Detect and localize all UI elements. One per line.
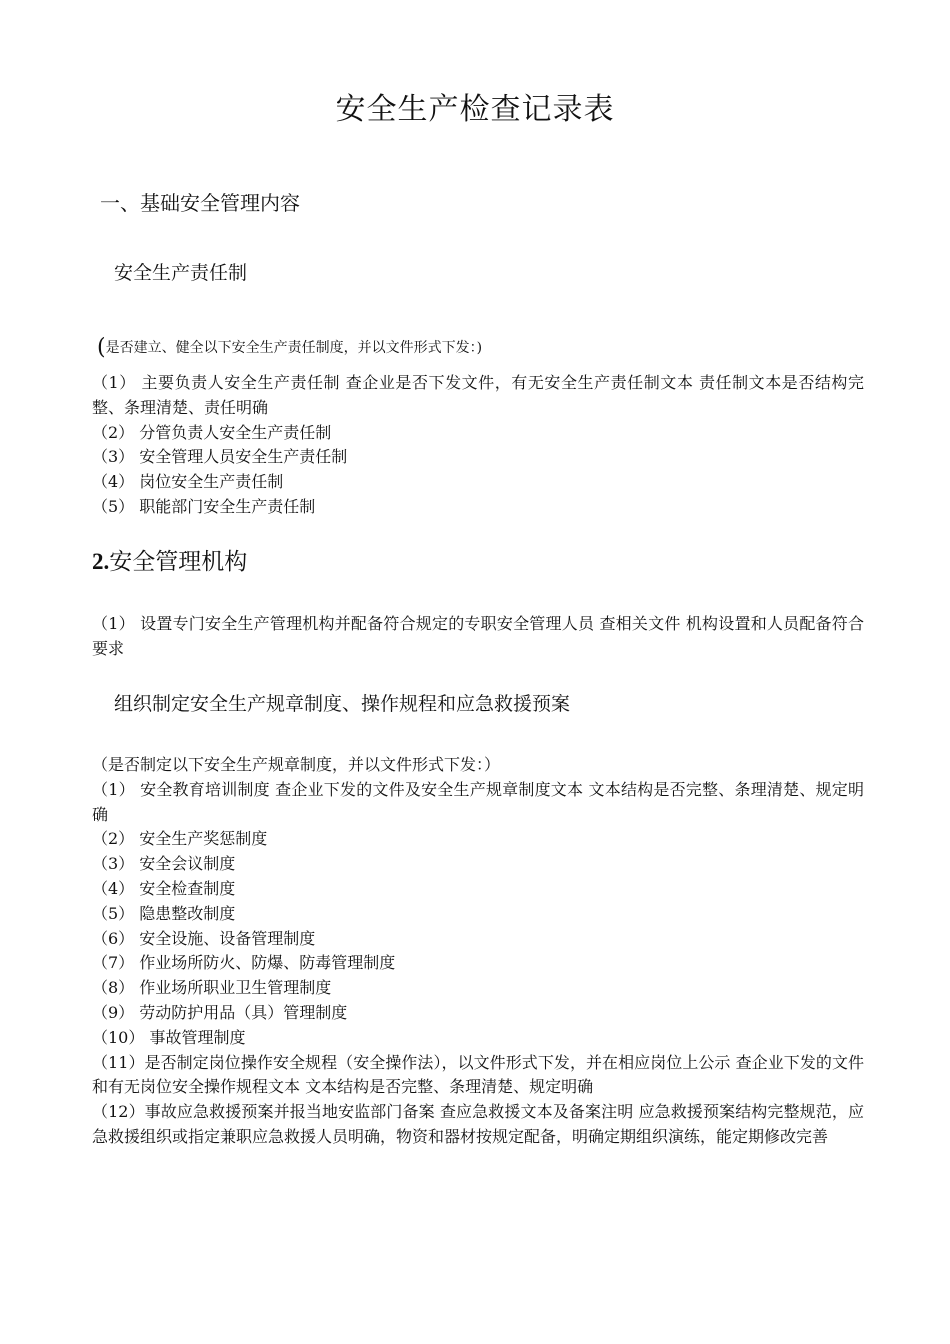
regulations-list bbox=[92, 753, 864, 1150]
list-item: （11）是否制定岗位操作安全规程（安全操作法），以文件形式下发，并在相应岗位上公示 查企业下发的文件和有无岗位安全操作规程文本 文本结构是否完整、条理清楚、规定明确 bbox=[92, 1052, 864, 1097]
list-item: （1） 安全教育培训制度 查企业下发的文件及安全生产规章制度文本 文本结构是否完整、条理清楚、规定明确 bbox=[92, 779, 864, 824]
list-item: （8） 作业场所职业卫生管理制度 bbox=[92, 978, 332, 998]
subsection-title-management-org bbox=[92, 545, 247, 579]
list-item: （12）事故应急救援预案并报当地安监部门备案 查应急救援文本及备案注明 应急救援预案结构完整规范，应急救援组织或指定兼职应急救援人员明确，物资和器材按规定配备，明确定期组织演练，能定期修改完善 bbox=[92, 1102, 864, 1146]
list-item: （3） 安全管理人员安全生产责任制 bbox=[92, 447, 348, 467]
responsibility-list bbox=[92, 371, 864, 520]
management-org-list bbox=[92, 612, 864, 662]
list-item: （是否制定以下安全生产规章制度，并以文件形式下发：） bbox=[92, 755, 501, 774]
note-text: 是否建立、健全以下安全生产责任制度，并以文件形式下发：) bbox=[105, 340, 483, 356]
subsection-title-regulations: 组织制定安全生产规章制度、操作规程和应急救援预案 bbox=[114, 693, 571, 715]
note-open-paren: ( bbox=[97, 335, 106, 360]
list-item: （3） 安全会议制度 bbox=[92, 854, 236, 874]
list-item: （1） 主要负责人安全生产责任制 查企业是否下发文件，有无安全生产责任制文本 责任制文本是否结构完整、条理清楚、责任明确 bbox=[92, 373, 864, 417]
list-item: （5） 隐患整改制度 bbox=[92, 903, 236, 923]
document-title: 安全生产检查记录表 bbox=[335, 92, 615, 127]
subsection-number: 2. bbox=[92, 549, 110, 574]
list-item: （1） 设置专门安全生产管理机构并配备符合规定的专职安全管理人员 查相关文件 机构设置和人员配备符合要求 bbox=[92, 614, 864, 658]
list-item: （10） 事故管理制度 bbox=[92, 1027, 246, 1047]
subsection-title-text: 安全管理机构 bbox=[109, 549, 248, 575]
list-item: （5） 职能部门安全生产责任制 bbox=[92, 496, 316, 516]
list-item: （4） 岗位安全生产责任制 bbox=[92, 472, 284, 492]
responsibility-note bbox=[97, 333, 482, 363]
list-item: （2） 安全生产奖惩制度 bbox=[92, 829, 268, 849]
list-item: （9） 劳动防护用品（具）管理制度 bbox=[92, 1002, 348, 1022]
list-item: （4） 安全检查制度 bbox=[92, 878, 236, 898]
subsection-title-responsibility: 安全生产责任制 bbox=[114, 262, 248, 284]
section-heading-basic-safety: 一、基础安全管理内容 bbox=[100, 191, 300, 215]
list-item: （6） 安全设施、设备管理制度 bbox=[92, 928, 316, 948]
list-item: （7） 作业场所防火、防爆、防毒管理制度 bbox=[92, 953, 396, 973]
list-item: （2） 分管负责人安全生产责任制 bbox=[92, 422, 332, 442]
